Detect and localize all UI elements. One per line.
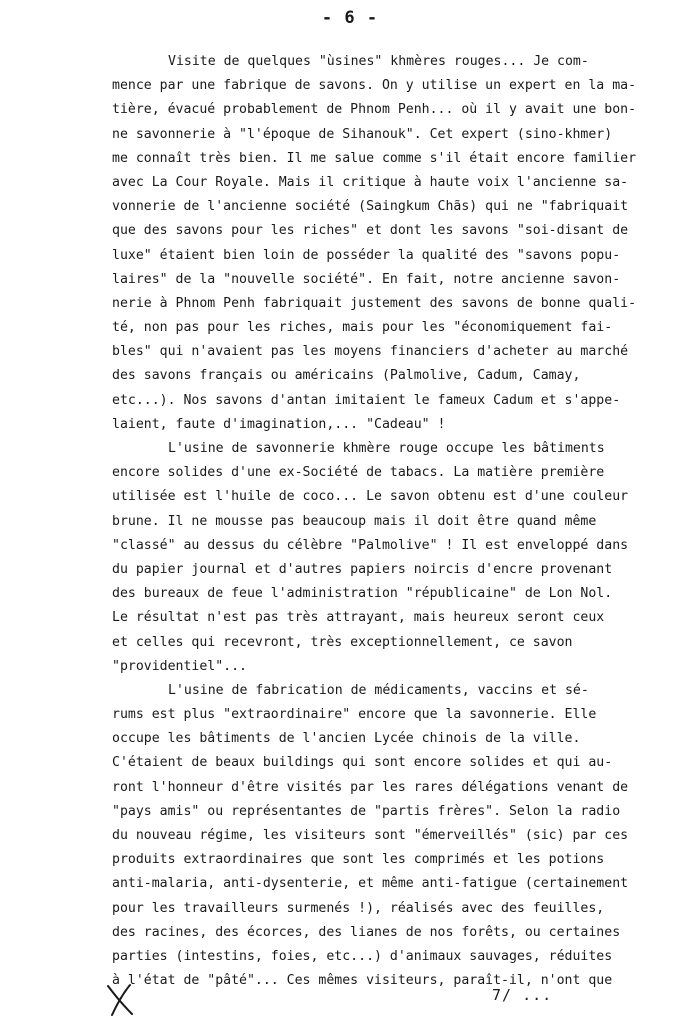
text-line: rums est plus "extraordinaire" encore que la savonnerie. Elle <box>112 707 597 723</box>
text-line: du nouveau régime, les visiteurs sont "émerveillés" (sic) par ces <box>112 828 629 843</box>
text-line: que des savons pour les riches" et dont les savons "soi-disant de <box>112 223 629 239</box>
text-line: avec La Cour Royale. Mais il critique à haute voix l'ancienne sa- <box>112 174 629 190</box>
text-line: luxe" étaient bien loin de posséder la qualité des "savons popu- <box>112 247 621 263</box>
text-line: té, non pas pour les riches, mais pour les "économiquement fai- <box>112 320 613 336</box>
text-line: laires" de la "nouvelle société". En fait, notre ancienne savon- <box>112 271 621 287</box>
text-line: L'usine de savonnerie khmère rouge occupe les bâtiments <box>168 441 605 456</box>
handwritten-x-mark-icon <box>100 982 140 1018</box>
text-line: Le résultat n'est pas très attrayant, mais heureux seront ceux <box>112 610 605 626</box>
text-line: pour les travailleurs surmenés !), réalisés avec des feuilles, <box>112 900 605 916</box>
text-line: produits extraordinaires que sont les comprimés et les potions <box>112 852 605 868</box>
text-line: utilisée est l'huile de coco... Le savon obtenu est d'une couleur <box>112 489 629 505</box>
text-line: bles" qui n'avaient pas les moyens financiers d'acheter au marché <box>112 344 629 360</box>
text-line: Visite de quelques "ùsines" khmères rouges... Je com- <box>168 54 589 69</box>
text-line: occupe les bâtiments de l'ancien Lycée chinois de la ville. <box>112 731 581 747</box>
text-line: ront l'honneur d'être visités par les rares délégations venant de <box>112 779 629 795</box>
text-line: "pays amis" ou représentantes de "partis frères". Selon la radio <box>112 803 621 819</box>
text-line: anti-malaria, anti-dysenterie, et même anti-fatigue (certainement <box>112 876 629 892</box>
text-line: vonnerie de l'ancienne société (Saingkum Chãs) qui ne "fabriquait <box>112 199 629 215</box>
text-line: à l'état de "pâté"... Ces mêmes visiteurs, paraît-il, n'ont que <box>112 973 613 989</box>
text-line: brune. Il ne mousse pas beaucoup mais il doit être quand même <box>112 513 597 529</box>
text-line: des racines, des écorces, des lianes de nos forêts, ou certaines <box>112 924 621 940</box>
text-line: parties (intestins, foies, etc...) d'animaux sauvages, réduites <box>112 948 613 964</box>
text-line: des bureaux de feue l'administration "républicaine" de Lon Nol. <box>112 586 613 602</box>
text-line: nerie à Phnom Penh fabriquait justement des savons de bonne quali- <box>112 295 637 311</box>
text-line: etc...). Nos savons d'antan imitaient le fameux Cadum et s'appe- <box>112 392 621 408</box>
text-line: "classé" au dessus du célèbre "Palmolive" ! Il est enveloppé dans <box>112 537 629 553</box>
text-line: mence par une fabrique de savons. On y utilise un expert en la ma- <box>112 78 637 94</box>
text-line: des savons français ou américains (Palmolive, Cadum, Camay, <box>112 368 581 384</box>
text-line: encore solides d'une ex-Société de tabacs. La matière première <box>112 465 605 481</box>
text-line: ne savonnerie à "l'époque de Sihanouk". Cet expert (sino-khmer) <box>112 126 613 142</box>
text-line: laient, faute d'imagination,... "Cadeau" ! <box>112 416 446 432</box>
text-line: du papier journal et d'autres papiers noircis d'encre provenant <box>112 561 613 577</box>
text-line: tière, évacué probablement de Phnom Penh... où il y avait une bon- <box>112 102 637 118</box>
page-number: - 6 - <box>321 8 379 28</box>
text-line: me connaît très bien. Il me salue comme s'il était encore familier <box>112 150 637 166</box>
continuation-page-marker: 7/ ... <box>492 986 553 1004</box>
text-line: L'usine de fabrication de médicaments, vaccins et sé- <box>168 682 589 698</box>
body-text <box>112 50 684 993</box>
text-line: et celles qui recevront, très exceptionnellement, ce savon <box>112 634 573 650</box>
text-line: "providentiel"... <box>112 658 247 674</box>
text-line: C'étaient de beaux buildings qui sont encore solides et qui au- <box>112 755 613 771</box>
